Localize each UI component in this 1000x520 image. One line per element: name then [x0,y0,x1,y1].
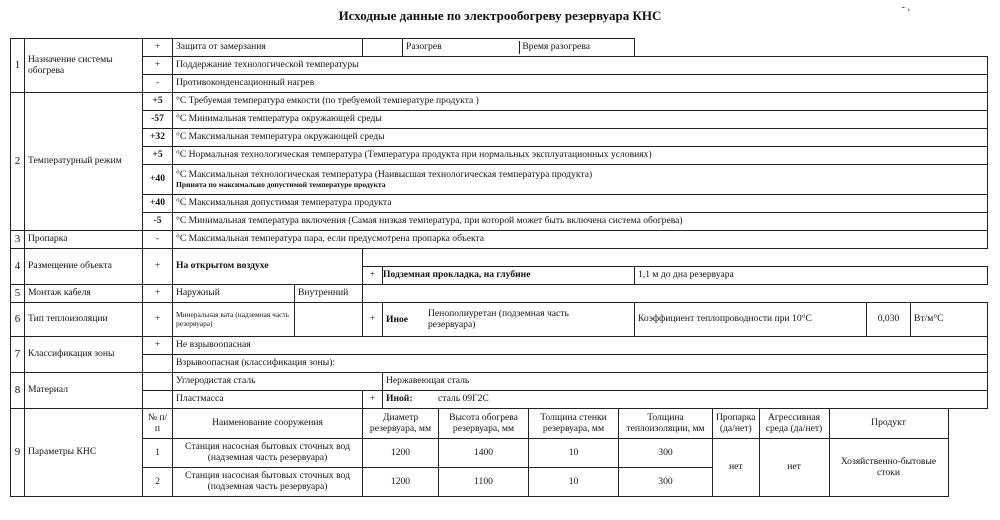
row-label: Тип теплоизоляции [25,303,143,337]
cell-insulation: 300 [619,439,713,468]
row-temp-6 [11,195,988,213]
row-zone-2 [11,355,988,373]
option-text: °С Максимальная температура пара, если предусмотрена пропарка объекта [173,231,988,249]
temp-value: +40 [143,195,173,213]
temp-value: -5 [143,213,173,231]
row-number: 2 [11,93,25,231]
option-text: Противоконденсационный нагрев [173,75,988,93]
row-insulation [11,303,988,337]
cell-number: 2 [143,468,173,497]
cell-product: Хозяйственно-бытовые стоки [829,439,948,497]
coef-value: 0,030 [867,303,911,337]
blank-cell [143,355,173,373]
row-number: 9 [11,409,25,497]
option-text: На открытом воздухе [173,249,363,285]
row-number: 4 [11,249,25,285]
row-steaming [11,231,988,249]
option-text: °С Максимальная температура окружающей среды [173,129,988,147]
mark-cell: - [143,231,173,249]
temp-value: +40 [143,165,173,195]
row-label: Параметры КНС [25,409,143,497]
mark-cell: + [143,249,173,285]
column-header: Продукт [829,409,948,439]
row-number: 3 [11,231,25,249]
column-header: Диаметр резервуара, мм [363,409,439,439]
option-text: Взрывоопасная (классификация зоны): [173,355,988,373]
cell-height: 1100 [439,468,529,497]
row-mounting [11,285,988,303]
cell-insulation: 300 [619,468,713,497]
mark-cell: + [363,391,383,409]
main-table [10,38,988,409]
cell-name: Станция насосная бытовых сточных вод (подземная часть резервуара) [173,468,363,497]
blank-cell [635,39,988,57]
heating-time-label: Время разогрева [522,41,590,53]
row-temp-7 [11,213,988,231]
cell-wall: 10 [529,468,619,497]
row-label: Пропарка [25,231,143,249]
column-header: Агрессивная среда (да/нет) [759,409,829,439]
table-row [11,439,949,468]
temp-value: +5 [143,93,173,111]
mark-cell: + [143,285,173,303]
params-header [11,409,949,439]
row-material-1 [11,373,988,391]
temp-value: +5 [143,147,173,165]
row-label: Назначение системы обогрева [25,39,143,93]
coef-unit: Вт/м°С [911,303,988,337]
row-label: Материал [25,373,143,409]
cell-name: Станция насосная бытовых сточных вод (надземная часть резервуара) [173,439,363,468]
option-text: Поддержание технологической температуры [173,57,988,75]
temp-value: +32 [143,129,173,147]
row-number: 8 [11,373,25,409]
heating-label: Разогрев [403,41,520,54]
option-text: Наружный [173,285,295,303]
row-temp-4 [11,147,988,165]
other-label: Иной: [386,393,413,405]
option-text: °С Минимальная температура включения (Самая низкая температура, при которой может быть включена система обогрева) [173,213,988,231]
column-header: № п/п [143,409,173,439]
data-sheet-table [10,38,988,497]
mark-cell: + [363,267,383,285]
option-text: Пенополиуретан (подземная часть резервуара) [428,307,569,330]
temp-value: -57 [143,111,173,129]
row-placement-1 [11,249,988,267]
blank-cell [363,39,403,57]
blank-cell [363,249,988,267]
row-label: Монтаж кабеля [25,285,143,303]
coef-label: Коэффициент теплопроводности при 10°С [635,303,867,337]
option-text: Нержавеющая сталь [383,373,988,391]
option-text [173,165,988,195]
cell-diameter: 1200 [363,439,439,468]
blank-cell [143,391,173,409]
mark-cell: + [143,337,173,355]
cell-aggressive: нет [759,439,829,497]
option-text: °С Максимальная технологическая температура (Наивысшая технологическая температура продукта) [176,168,593,180]
cell-steam: нет [713,439,760,497]
option-text: Углеродистая сталь [173,373,383,391]
other-label: Иное [386,313,409,325]
cell-diameter: 1200 [363,468,439,497]
row-purpose-1 [11,39,988,57]
option-note: Принята по максимально допустимой температуре продукта [176,179,386,189]
column-header: Наименование сооружения [173,409,363,439]
option-text: Минеральная вата (надземная часть резервуара) [173,303,295,337]
scan-mark: - , [901,2,910,13]
option-text: Пластмасса [173,391,363,409]
row-number: 1 [11,39,25,93]
row-number: 7 [11,337,25,373]
row-material-2 [11,391,988,409]
row-temp-2 [11,111,988,129]
option-text: °С Минимальная температура окружающей среды [173,111,988,129]
option-text [403,39,635,57]
depth-value: 1,1 м до дна резервуара [635,267,988,285]
row-temp-3 [11,129,988,147]
material-value: сталь 09Г2С [438,393,489,405]
option-text: Подземная прокладка, на глубине [383,267,635,285]
cell-number: 1 [143,439,173,468]
row-purpose-3 [11,75,988,93]
option-text: °С Нормальная технологическая температура (Температура продукта при нормальных эксплуатационных условиях) [173,147,988,165]
blank-cell [143,373,173,391]
cell-height: 1400 [439,439,529,468]
column-header: Толщина стенки резервуара, мм [529,409,619,439]
option-text: °С Требуемая температура емкости (по требуемой температуре продукта ) [173,93,988,111]
mark-cell: + [363,303,383,337]
row-label: Размещение объекта [25,249,143,285]
option-text [383,303,635,337]
cell-wall: 10 [529,439,619,468]
column-header: Пропарка (да/нет) [713,409,760,439]
document-title: Исходные данные по электрообогреву резервуара КНС [338,8,662,23]
row-temp-5 [11,165,988,195]
option-text: Не взрывоопасная [173,337,988,355]
mark-cell: + [143,39,173,57]
row-zone-1 [11,337,988,355]
row-temp-1 [11,93,988,111]
kns-params-table [10,408,949,497]
option-text: Защита от замерзания [173,39,363,57]
option-text: °С Максимальная допустимая температура продукта [173,195,988,213]
row-purpose-2 [11,57,988,75]
option-text [383,391,988,409]
mark-cell: + [143,57,173,75]
mark-cell: - [143,75,173,93]
option-text: Внутренний [295,285,363,303]
blank-cell [363,285,988,303]
column-header: Высота обогрева резервуара, мм [439,409,529,439]
blank-cell [295,303,363,337]
row-number: 5 [11,285,25,303]
row-number: 6 [11,303,25,337]
row-label: Температурный режим [25,93,143,231]
row-label: Классификация зоны [25,337,143,373]
column-header: Толщина теплоизоляции, мм [619,409,713,439]
mark-cell: + [143,303,173,337]
